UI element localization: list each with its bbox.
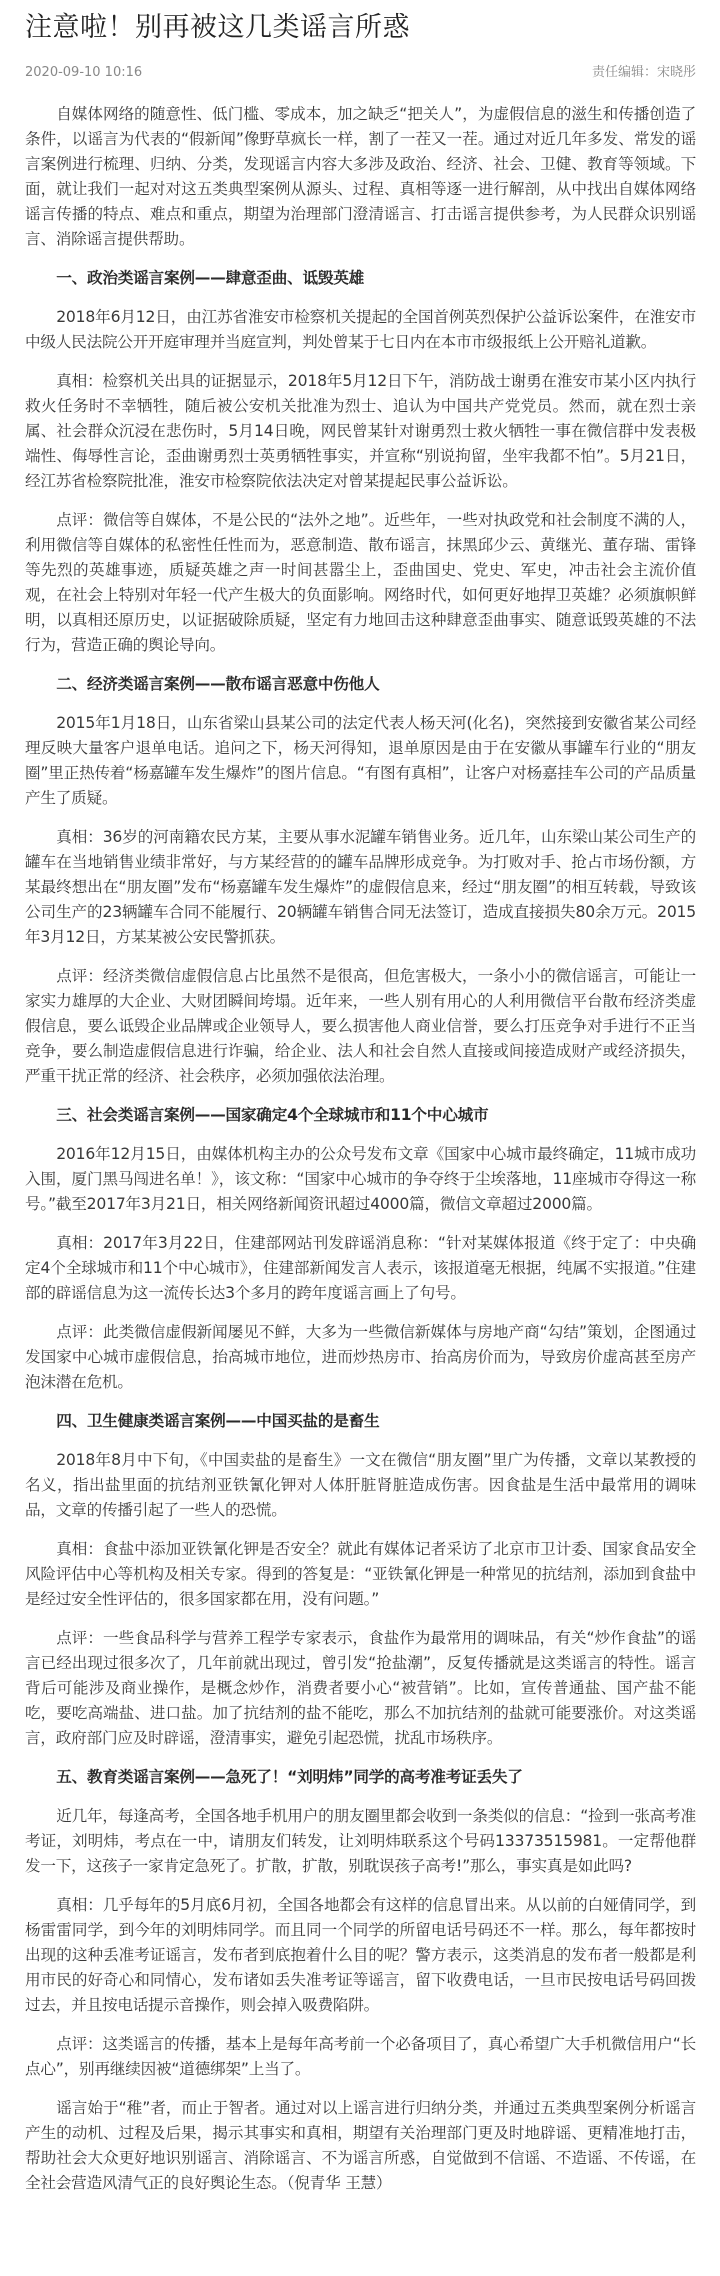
case-paragraph: 2018年8月中下旬，《中国卖盐的是畜生》一文在微信“朋友圈”里广为传播，文章以某教授的名义，指出盐里面的抗结剂亚铁氰化钾对人体肝脏肾脏造成伤害。因食盐是生活中最常用的调味品，文章的传播引起了一些人的恐慌。 <box>25 1451 696 1519</box>
section-society <box>25 1103 696 1395</box>
comment-paragraph: 点评：此类微信虚假新闻屡见不鲜，大多为一些微信新媒体与房地产商“勾结”策划，企图通过发国家中心城市虚假信息，抬高城市地位，进而炒热房市、抬高房价而为，导致房价虚高甚至房产泡沫潜在危机。 <box>25 1323 696 1391</box>
case-paragraph: 近几年，每逢高考，全国各地手机用户的朋友圈里都会收到一条类似的信息：“捡到一张高考准考证，刘明炜，考点在一中，请朋友们转发，让刘明炜联系这个号码13373515981。一定帮他群发一下，这孩子一家肯定急死了。扩散，扩散，别耽误孩子高考!”那么，事实真是如此吗? <box>25 1807 696 1875</box>
case-paragraph: 2018年6月12日，由江苏省淮安市检察机关提起的全国首例英烈保护公益诉讼案件，在淮安市中级人民法院公开开庭审理并当庭宣判，判处曾某于七日内在本市市级报纸上公开赔礼道歉。 <box>25 308 696 351</box>
case-paragraph: 2015年1月18日，山东省梁山县某公司的法定代表人杨天河(化名)，突然接到安徽省某公司经理反映大量客户退单电话。追问之下，杨天河得知，退单原因是由于在安徽从事罐车行业的“朋友圈”里正热传着“杨嘉罐车发生爆炸”的图片信息。“有图有真相”，让客户对杨嘉挂车公司的产品质量产生了质疑。 <box>25 714 696 807</box>
truth-paragraph: 真相：几乎每年的5月底6月初，全国各地都会有这样的信息冒出来。从以前的白娅倩同学，到杨雷雷同学，到今年的刘明炜同学。而且同一个同学的所留电话号码还不一样。那么，每年都按时出现的这种丢准考证谣言，发布者到底抱着什么目的呢？警方表示，这类消息的发布者一般都是利用市民的好奇心和同情心，发布诸如丢失准考证等谣言，留下收费电话，一旦市民按电话号码回拨过去，并且按电话提示音操作，则会掉入吸费陷阱。 <box>25 1896 696 2014</box>
truth-paragraph: 真相：食盐中添加亚铁氰化钾是否安全？就此有媒体记者采访了北京市卫计委、国家食品安全风险评估中心等机构及相关专家。得到的答复是：“亚铁氰化钾是一种常见的抗结剂，添加到食盐中是经过安全性评估的，很多国家都在用，没有问题。” <box>25 1540 696 1608</box>
article-body <box>25 102 696 2196</box>
article-title: 注意啦！别再被这几类谣言所惑 <box>25 12 410 43</box>
article-meta <box>25 64 696 82</box>
editor-credit: 责任编辑：宋晓彤 <box>591 65 696 80</box>
section-heading: 五、教育类谣言案例——急死了！“刘明炜”同学的高考准考证丢失了 <box>56 1768 523 1786</box>
section-politics <box>25 266 696 658</box>
truth-paragraph: 真相：检察机关出具的证据显示，2018年5月12日下午，消防战士谢勇在淮安市某小区内执行救火任务时不幸牺牲，随后被公安机关批准为烈士、追认为中国共产党党员。然而，就在烈士亲属、社会群众沉浸在悲伤时，5月14日晚，网民曾某针对谢勇烈士救火牺牲一事在微信群中发表极端性、侮辱性言论，歪曲谢勇烈士英勇牺牲事实，并宣称“别说拘留，坐牢我都不怕”。5月21日，经江苏省检察院批准，淮安市检察院依法决定对曾某提起民事公益诉讼。 <box>25 372 696 490</box>
section-heading: 四、卫生健康类谣言案例——中国买盐的是畜生 <box>56 1412 380 1430</box>
comment-paragraph: 点评：经济类微信虚假信息占比虽然不是很高，但危害极大，一条小小的微信谣言，可能让一家实力雄厚的大企业、大财团瞬间垮塌。近年来，一些人别有用心的人利用微信平台散布经济类虚假信息，要么诋毁企业品牌或企业领导人，要么损害他人商业信誉，要么打压竞争对手进行不正当竞争，要么制造虚假信息进行诈骗，给企业、法人和社会自然人直接或间接造成财产或经济损失，严重干扰正常的经济、社会秩序，必须加强依法治理。 <box>25 967 696 1085</box>
conclusion-paragraph: 谣言始于“稚”者，而止于智者。通过对以上谣言进行归纳分类，并通过五类典型案例分析谣言产生的动机、过程及后果，揭示其事实和真相，期望有关治理部门更及时地辟谣、更精准地打击，帮助社会大众更好地识别谣言、消除谣言、不为谣言所惑，自觉做到不信谣、不造谣、不传谣，在全社会营造风清气正的良好舆论生态。（倪青华 王慧） <box>25 2099 696 2192</box>
section-heading: 三、社会类谣言案例——国家确定4个全球城市和11个中心城市 <box>56 1106 489 1124</box>
truth-paragraph: 真相：36岁的河南籍农民方某，主要从事水泥罐车销售业务。近几年，山东梁山某公司生产的罐车在当地销售业绩非常好，与方某经营的的罐车品牌形成竞争。为打败对手、抢占市场份额，方某最终想出在“朋友圈”发布“杨嘉罐车发生爆炸”的虚假信息来，经过“朋友圈”的相互转载，导致该公司生产的23辆罐车合同不能履行、20辆罐车销售合同无法签订，造成直接损失80余万元。2015年3月12日，方某某被公安民警抓获。 <box>25 828 696 946</box>
comment-paragraph: 点评：微信等自媒体，不是公民的“法外之地”。近些年，一些对执政党和社会制度不满的人，利用微信等自媒体的私密性任性而为，恶意制造、散布谣言，抹黑邱少云、黄继光、董存瑞、雷锋等先烈的英雄事迹，质疑英雄之声一时间甚嚣尘上，歪曲国史、党史、军史，冲击社会主流价值观，在社会上特别对年轻一代产生极大的负面影响。网络时代，如何更好地捍卫英雄？必须旗帜鲜明，以真相还原历史，以证据破除质疑，坚定有力地回击这种肆意歪曲事实、随意诋毁英雄的不法行为，营造正确的舆论导向。 <box>25 511 696 654</box>
section-health <box>25 1409 696 1751</box>
comment-paragraph: 点评：一些食品科学与营养工程学专家表示，食盐作为最常用的调味品，有关“炒作食盐”的谣言已经出现过很多次了，几年前就出现过，曾引发“抢盐潮”，反复传播就是这类谣言的特性。谣言背后可能涉及商业操作，是概念炒作，消费者要小心“被营销”。比如，宣传普通盐、国产盐不能吃，要吃高端盐、进口盐。加了抗结剂的盐不能吃，那么不加抗结剂的盐就可能要涨价。对这类谣言，政府部门应及时辟谣，澄清事实，避免引起恐慌，扰乱市场秩序。 <box>25 1629 696 1747</box>
truth-paragraph: 真相：2017年3月22日，住建部网站刊发辟谣消息称：“针对某媒体报道《终于定了：中央确定4个全球城市和11个中心城市》，住建部新闻发言人表示，该报道毫无根据，纯属不实报道。”住建部的辟谣信息为这一流传长达3个多月的跨年度谣言画上了句号。 <box>25 1234 696 1302</box>
section-heading: 二、经济类谣言案例——散布谣言恶意中伤他人 <box>56 675 380 693</box>
publish-date: 2020-09-10 10:16 <box>25 65 143 80</box>
section-heading: 一、政治类谣言案例——肆意歪曲、诋毁英雄 <box>56 269 365 287</box>
comment-paragraph: 点评：这类谣言的传播，基本上是每年高考前一个必备项目了，真心希望广大手机微信用户“长点心”，别再继续因被“道德绑架”上当了。 <box>25 2035 696 2078</box>
intro-paragraph: 自媒体网络的随意性、低门槛、零成本，加之缺乏“把关人”，为虚假信息的滋生和传播创造了条件，以谣言为代表的“假新闻”像野草疯长一样，割了一茬又一茬。通过对近几年多发、常发的谣言案例进行梳理、归纳、分类，发现谣言内容大多涉及政治、经济、社会、卫健、教育等领域。下面，就让我们一起对对这五类典型案例从源头、过程、真相等逐一进行解剖，从中找出自媒体网络谣言传播的特点、难点和重点，期望为治理部门澄清谣言、打击谣言提供参考，为人民群众识别谣言、消除谣言提供帮助。 <box>25 105 696 248</box>
case-paragraph: 2016年12月15日，由媒体机构主办的公众号发布文章《国家中心城市最终确定，11城市成功入围，厦门黑马闯进名单！》，该文称：“国家中心城市的争夺终于尘埃落地，11座城市夺得这一称号。”截至2017年3月21日，相关网络新闻资讯超过4000篇，微信文章超过2000篇。 <box>25 1145 696 1213</box>
section-economy <box>25 672 696 1089</box>
section-education <box>25 1765 696 2082</box>
